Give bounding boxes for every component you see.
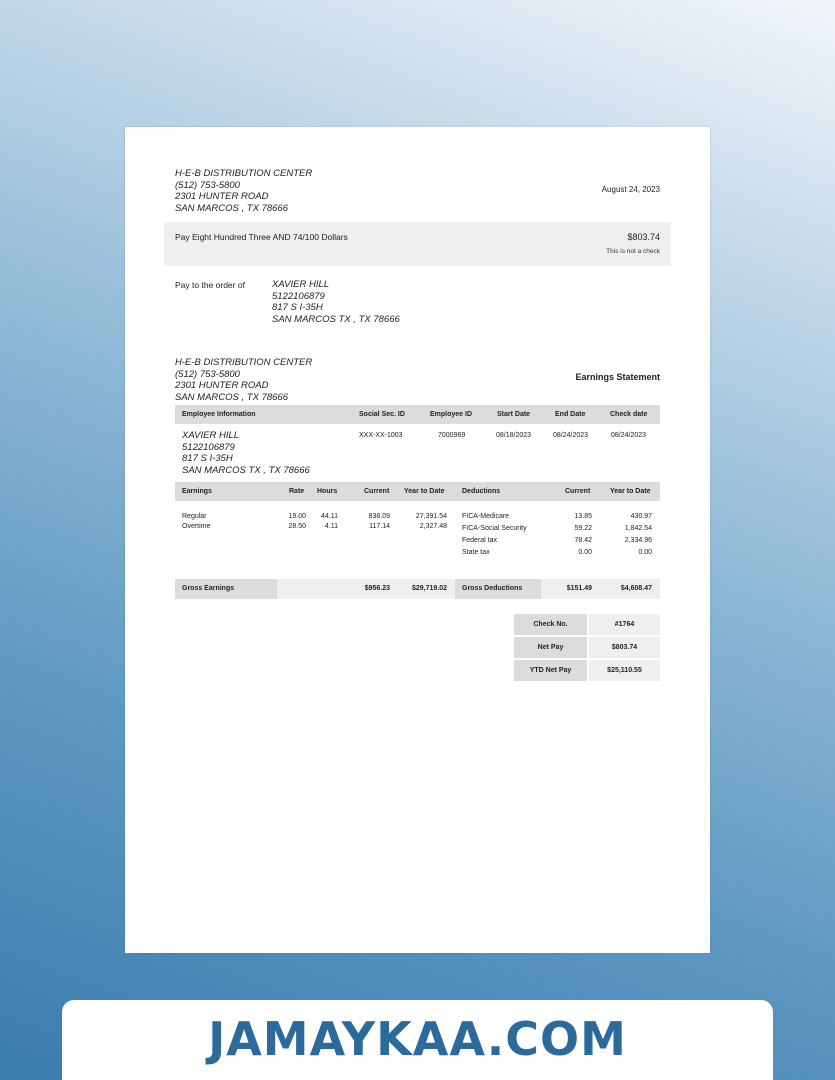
earning-rate: 28.50 (288, 523, 306, 530)
employee-city: SAN MARCOS TX , TX 78666 (182, 464, 310, 476)
check-date-value: 08/24/2023 (611, 432, 647, 439)
end-date-value: 08/24/2023 (553, 432, 589, 439)
company-phone: (512) 753-5800 (175, 368, 240, 380)
gross-earnings-label: Gross Earnings (175, 579, 277, 599)
deduction-current: 13.85 (574, 513, 592, 520)
employee-street: 817 S I-35H (182, 453, 233, 464)
company-name: H-E-B DISTRIBUTION CENTER (175, 168, 313, 179)
pay-stub-document (125, 127, 710, 953)
col-deduction-ytd: Year to Date (610, 488, 651, 495)
earnings-table-header (175, 482, 660, 501)
col-rate: Rate (289, 488, 305, 495)
earning-label: Regular (182, 513, 207, 520)
employee-phone: 5122106879 (182, 441, 235, 453)
company-city: SAN MARCOS , TX 78666 (175, 391, 288, 403)
pay-to-label: Pay to the order of (175, 280, 245, 290)
payee-address (272, 279, 400, 325)
col-ssn: Social Sec. ID (359, 411, 405, 418)
deduction-label: Federal tax (462, 537, 498, 544)
net-pay-value: $803.74 (589, 637, 660, 658)
payee-name: XAVIER HILL (272, 279, 330, 290)
gross-deductions-ytd: $4,608.47 (620, 585, 652, 592)
deduction-ytd: 430.97 (630, 513, 652, 520)
deduction-ytd: 2,334.96 (624, 537, 652, 544)
check-number-row (514, 614, 660, 635)
ssn-value: XXX-XX-1003 (359, 432, 403, 439)
col-end-date: End Date (555, 411, 586, 418)
ytd-net-pay-label: YTD Net Pay (514, 660, 587, 681)
earnings-statement-title: Earnings Statement (575, 372, 660, 382)
payee-street: 817 S I-35H (272, 302, 323, 313)
pay-amount-band (164, 222, 671, 266)
gross-earnings-current: $956.23 (364, 585, 390, 592)
check-number-value: #1764 (589, 614, 660, 635)
company-address-header (175, 168, 312, 214)
col-hours: Hours (317, 488, 338, 495)
earning-hours: 4.11 (324, 523, 338, 530)
col-earnings: Earnings (182, 488, 212, 495)
net-pay-summary (514, 614, 660, 683)
deduction-label: State tax (462, 549, 490, 556)
earning-current: 838.09 (368, 513, 390, 520)
watermark-banner (62, 1000, 773, 1080)
earning-hours: 44.11 (321, 513, 338, 520)
payee-phone: 5122106879 (272, 290, 325, 302)
ytd-net-pay-value: $25,110.55 (589, 660, 660, 681)
col-current: Current (364, 488, 390, 495)
check-date-text: August 24, 2023 (601, 185, 660, 194)
deduction-ytd: 0.00 (638, 549, 652, 556)
watermark-text: JAMAYKAA.COM (208, 1012, 627, 1066)
employee-id-value: 7000969 (438, 432, 466, 439)
deduction-ytd: 1,842.54 (624, 525, 652, 532)
employee-address (182, 430, 310, 476)
not-a-check-notice: This is not a check (606, 248, 660, 255)
earning-ytd: 2,327.48 (419, 523, 447, 530)
check-amount: $803.74 (627, 232, 660, 242)
earning-rate: 19.00 (288, 513, 306, 520)
check-number-label: Check No. (514, 614, 587, 635)
company-street: 2301 HUNTER ROAD (175, 191, 269, 202)
col-deductions: Deductions (462, 488, 501, 495)
company-city: SAN MARCOS , TX 78666 (175, 202, 288, 214)
payee-city: SAN MARCOS TX , TX 78666 (272, 313, 400, 325)
company-street: 2301 HUNTER ROAD (175, 380, 269, 391)
amount-in-words: Pay Eight Hundred Three AND 74/100 Dollars (175, 232, 348, 242)
net-pay-row (514, 637, 660, 658)
earning-label: Overtime (182, 523, 211, 530)
earning-ytd: 27,391.54 (415, 513, 447, 520)
col-start-date: Start Date (497, 411, 531, 418)
col-year-to-date: Year to Date (404, 488, 445, 495)
company-name: H-E-B DISTRIBUTION CENTER (175, 357, 313, 368)
gross-totals-row (175, 579, 660, 599)
deduction-current: 78.42 (574, 537, 592, 544)
gross-deductions-label: Gross Deductions (455, 579, 541, 599)
deduction-current: 0.00 (578, 549, 592, 556)
net-pay-label: Net Pay (514, 637, 587, 658)
earning-current: 117.14 (369, 523, 390, 530)
employee-table-header (175, 405, 660, 424)
col-check-date: Check date (610, 411, 648, 418)
company-phone: (512) 753-5800 (175, 179, 240, 191)
col-employee-id: Employee ID (430, 411, 473, 418)
employee-name: XAVIER HILL (182, 430, 240, 441)
start-date-value: 08/18/2023 (496, 432, 532, 439)
gross-deductions-current: $151.49 (566, 585, 592, 592)
deduction-label: FICA-Medicare (462, 513, 510, 520)
statement-company-address (175, 357, 312, 403)
deduction-label: FICA-Social Security (462, 525, 527, 532)
col-deduction-current: Current (565, 488, 591, 495)
deduction-current: 59.22 (574, 525, 592, 532)
col-employee-info: Employee Information (182, 411, 256, 418)
ytd-net-pay-row (514, 660, 660, 681)
gross-earnings-ytd: $29,719.02 (411, 585, 447, 592)
